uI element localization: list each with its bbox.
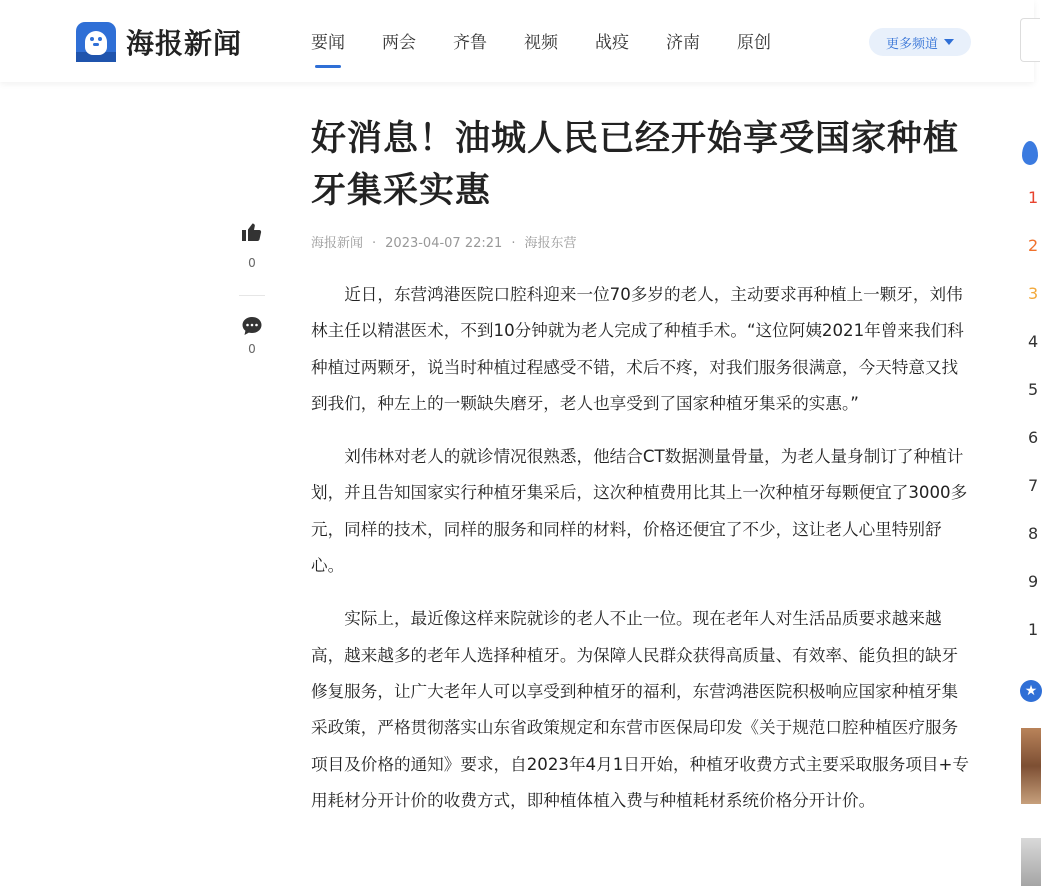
like-count: 0: [248, 256, 256, 270]
recommend-star-icon: ★: [1020, 680, 1042, 702]
rank-number[interactable]: 1: [1028, 620, 1039, 639]
caret-down-icon: [944, 39, 954, 45]
rank-number[interactable]: 7: [1028, 476, 1039, 495]
more-channels-label: 更多频道: [885, 36, 938, 52]
article-paragraph: 刘伟林对老人的就诊情况很熟悉，他结合CT数据测量骨量，为老人量身制订了种植计划，并且告知国家实行种植牙集采后，这次种植费用比其上一次种植牙每颗便宜了3000多元，同样的技术，同样的服务和同样的材料，价格还便宜了不少，这让老人心里特别舒心。: [311, 447, 968, 576]
news-thumbnail[interactable]: [1021, 838, 1041, 886]
nav-item-yuanchuang[interactable]: 原创: [737, 33, 771, 53]
nav-item-jinan[interactable]: 济南: [666, 33, 700, 53]
rank-number[interactable]: 5: [1028, 380, 1039, 399]
rank-number[interactable]: 9: [1028, 572, 1039, 591]
side-divider: [239, 295, 265, 296]
article-paragraph: 实际上，最近像这样来院就诊的老人不止一位。现在老年人对生活品质要求越来越高，越来越多的老年人选择种植牙。为保障人民群众获得高质量、有效率、能负担的缺牙修复服务，让广大老年人可以享受到种植牙的福利，东营鸿港医院积极响应国家种植牙集采政策，严格贯彻落实山东省政策规定和东营市医保局印发《关于规范口腔种植医疗服务项目及价格的通知》要求，自2023年4月1日开始，种植牙收费方式主要采取服务项目+专用耗材分开计价的收费方式，即种植体植入费与种植耗材系统价格分开计价。: [311, 609, 970, 810]
article-body: [311, 277, 971, 836]
thumbs-up-icon: [240, 220, 264, 244]
comment-action[interactable]: [238, 314, 266, 356]
news-thumbnail[interactable]: [1021, 728, 1041, 804]
comment-count: 0: [248, 342, 256, 356]
main-nav: [311, 28, 808, 58]
comment-bubble-icon: [240, 314, 264, 338]
rank-number[interactable]: 6: [1028, 428, 1039, 447]
site-logo[interactable]: [76, 22, 242, 62]
header-right-widget[interactable]: [1020, 18, 1040, 62]
article-channel[interactable]: 海报东营: [524, 236, 577, 251]
rank-number[interactable]: 3: [1028, 284, 1039, 303]
article-source[interactable]: 海报新闻: [311, 236, 364, 251]
like-action[interactable]: [238, 220, 266, 270]
nav-item-qilu[interactable]: 齐鲁: [453, 33, 487, 53]
rank-number[interactable]: 1: [1028, 188, 1039, 207]
nav-item-zhanyi[interactable]: 战疫: [595, 33, 629, 53]
seal-logo-icon: [76, 22, 116, 62]
article-title: 好消息！油城人民已经开始享受国家种植牙集采实惠: [311, 119, 960, 211]
rank-number[interactable]: 4: [1028, 332, 1039, 351]
hot-flame-icon: [1022, 141, 1038, 165]
nav-item-lianghui[interactable]: 两会: [382, 33, 416, 53]
nav-item-shipin[interactable]: 视频: [524, 33, 558, 53]
more-channels-button[interactable]: [869, 28, 971, 56]
top-header: [0, 0, 1034, 82]
article-paragraph: 近日，东营鸿港医院口腔科迎来一位70多岁的老人，主动要求再种植上一颗牙，刘伟林主任以精湛医术，不到10分钟就为老人完成了种植手术。“这位阿姨2021年曾来我们科种植过两颗牙，说当时种植过程感受不错，术后不疼，对我们服务很满意，今天特意又找到我们，种左上的一颗缺失磨牙，老人也享受到了国家种植牙集采的实惠。”: [311, 285, 964, 413]
nav-item-yaowen[interactable]: 要闻: [311, 28, 345, 58]
meta-separator: ·: [511, 236, 516, 251]
rank-number[interactable]: 8: [1028, 524, 1039, 543]
meta-separator: ·: [372, 236, 377, 251]
article-meta: [311, 232, 576, 251]
rank-number[interactable]: 2: [1028, 236, 1039, 255]
logo-text: 海报新闻: [126, 27, 243, 60]
article-datetime: 2023-04-07 22:21: [385, 236, 503, 251]
